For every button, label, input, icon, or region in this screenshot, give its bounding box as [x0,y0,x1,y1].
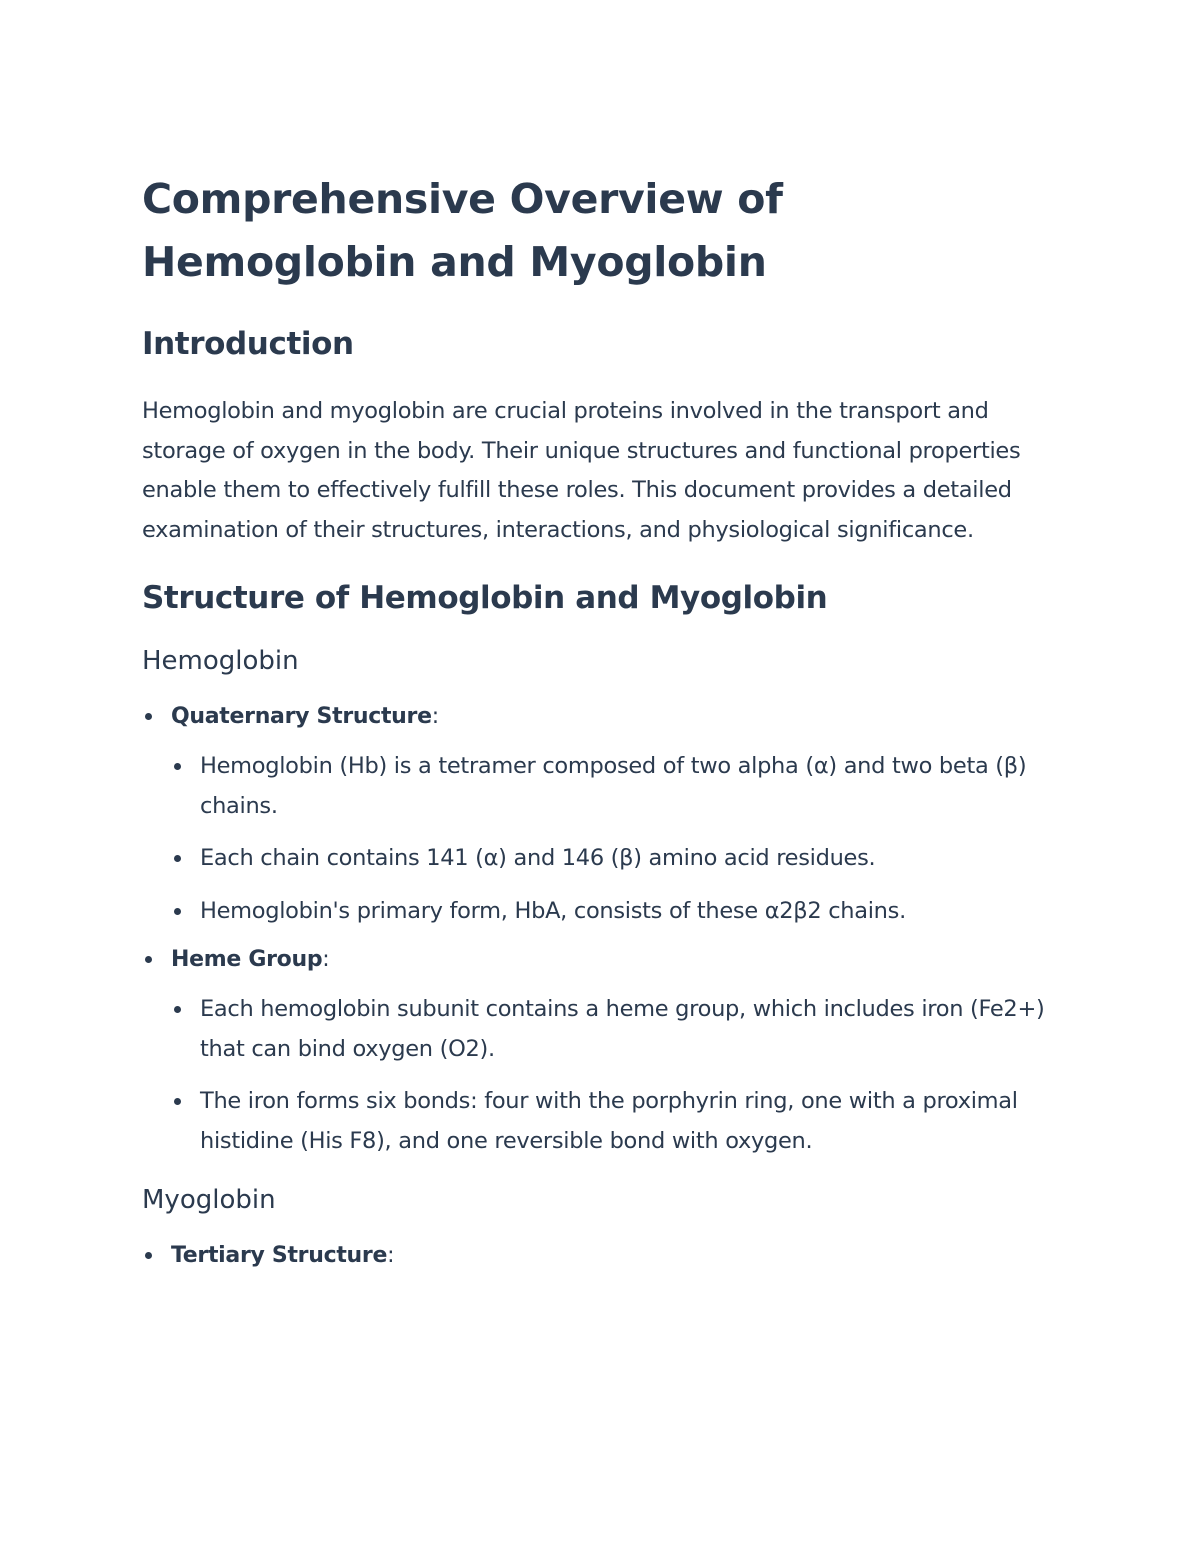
document-title: Comprehensive Overview of Hemoglobin and Myoglobin [142,175,783,286]
tertiary-structure-label: Tertiary Structure [171,1243,388,1268]
bullet-icon [174,908,181,915]
list-item [171,1082,1062,1161]
bullet-icon [174,855,181,862]
list-item [171,839,1062,879]
list-item [171,747,1062,826]
heme-group-label: Heme Group [171,947,323,972]
hemoglobin-list [142,700,1062,1161]
bullet-icon [174,763,181,770]
label-colon: : [387,1243,395,1268]
list-item [171,990,1062,1069]
bullet-icon [174,1006,181,1013]
list-item-text: Each hemoglobin subunit contains a heme group, which includes iron (Fe2+) that can bind oxygen (O2). [200,996,1045,1062]
heme-group-sublist [171,990,1062,1161]
quaternary-structure-label: Quaternary Structure [171,704,432,729]
list-item-tertiary-structure [142,1239,1062,1272]
introduction-paragraph: Hemoglobin and myoglobin are crucial proteins involved in the transport and storage of oxygen in the body. Their unique structures and functional properties enable them to effectively fulfill these roles. This document provides a detailed examination of their structures, interactions, and physiological significance. [142,398,1021,543]
bullet-icon [145,1252,152,1259]
list-item-heme-group [142,943,1062,1161]
section-heading-introduction: Introduction [142,326,354,362]
section-heading-structure: Structure of Hemoglobin and Myoglobin [142,580,828,616]
list-item [171,892,1062,932]
bullet-icon [145,956,152,963]
bullet-icon [174,1098,181,1105]
list-item-text: Each chain contains 141 (α) and 146 (β) amino acid residues. [200,845,876,871]
subsection-heading-myoglobin: Myoglobin [142,1185,276,1215]
list-item-text: The iron forms six bonds: four with the porphyrin ring, one with a proximal histidine (His F8), and one reversible bond with oxygen. [200,1088,1018,1154]
label-colon: : [322,947,330,972]
label-colon: : [431,704,439,729]
document-page [142,168,1062,1272]
myoglobin-list [142,1239,1062,1272]
subsection-heading-hemoglobin: Hemoglobin [142,646,299,676]
list-item-quaternary-structure [142,700,1062,931]
bullet-icon [145,713,152,720]
list-item-text: Hemoglobin's primary form, HbA, consists of these α2β2 chains. [200,897,906,924]
quaternary-structure-sublist [171,747,1062,931]
list-item-text: Hemoglobin (Hb) is a tetramer composed of two alpha (α) and two beta (β) chains. [200,753,1027,819]
